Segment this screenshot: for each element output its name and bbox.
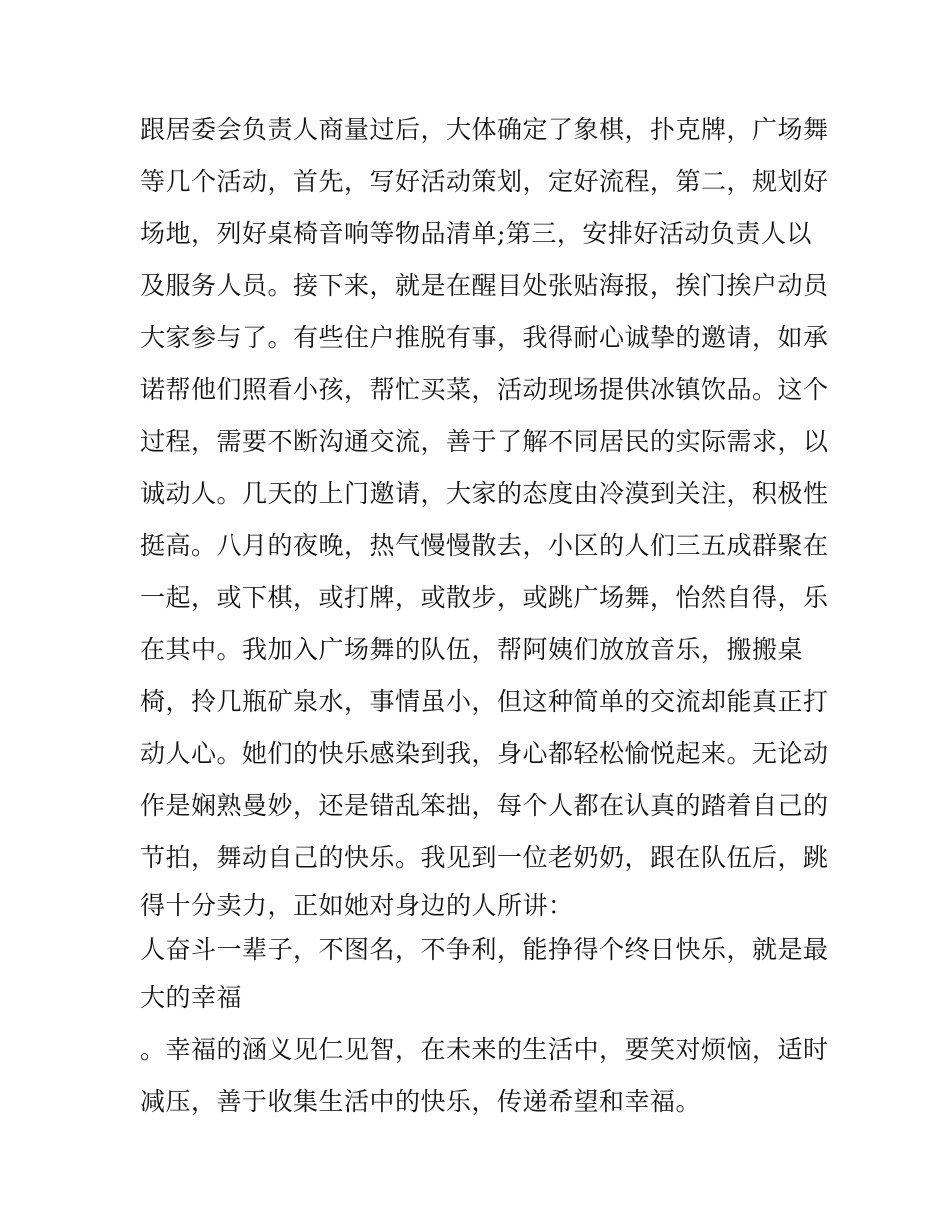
text-line: 诚动人。几天的上门邀请，大家的态度由冷漠到关注，积极性 (140, 479, 829, 508)
text-line: 诺帮他们照看小孩，帮忙买菜，活动现场提供冰镇饮品。这个 (140, 375, 829, 404)
quote-line: 大的幸福 (140, 983, 243, 1012)
text-line: 一起，或下棋，或打牌，或散步，或跳广场舞，怡然自得，乐 (140, 583, 829, 612)
text-line: 节拍，舞动自己的快乐。我见到一位老奶奶，跟在队伍后，跳 (140, 843, 829, 872)
text-line: 场地，列好桌椅音响等物品清单;第三，安排好活动负责人以 (140, 219, 812, 248)
text-line: 作是娴熟曼妙，还是错乱笨拙，每个人都在认真的踏着自己的 (140, 791, 829, 820)
text-line: 减压，善于收集生活中的快乐，传递希望和幸福。 (140, 1087, 702, 1116)
text-line: 椅，拎几瓶矿泉水，事情虽小，但这种简单的交流却能真正打 (140, 687, 829, 716)
text-line: 跟居委会负责人商量过后，大体确定了象棋，扑克牌，广场舞 (140, 115, 829, 144)
body-text (140, 104, 829, 1128)
text-line: 动人心。她们的快乐感染到我，身心都轻松愉悦起来。无论动 (140, 739, 829, 768)
text-line: 等几个活动，首先，写好活动策划，定好流程，第二，规划好 (140, 167, 829, 196)
text-line: 过程，需要不断沟通交流，善于了解不同居民的实际需求，以 (140, 427, 829, 456)
text-line: 挺高。八月的夜晚，热气慢慢散去，小区的人们三五成群聚在 (140, 531, 829, 560)
text-line: 及服务人员。接下来，就是在醒目处张贴海报，挨门挨户动员 (140, 271, 829, 300)
text-line: 在其中。我加入广场舞的队伍，帮阿姨们放放音乐，搬搬桌 (140, 635, 804, 664)
text-line: 大家参与了。有些住户推脱有事，我得耐心诚挚的邀请，如承 (140, 323, 829, 352)
quote-line: 人奋斗一辈子，不图名，不争利，能挣得个终日快乐，就是最 (140, 935, 829, 964)
text-line: 。幸福的涵义见仁见智，在未来的生活中，要笑对烦恼，适时 (140, 1035, 829, 1064)
text-line: 得十分卖力，正如她对身边的人所讲： (140, 891, 574, 920)
